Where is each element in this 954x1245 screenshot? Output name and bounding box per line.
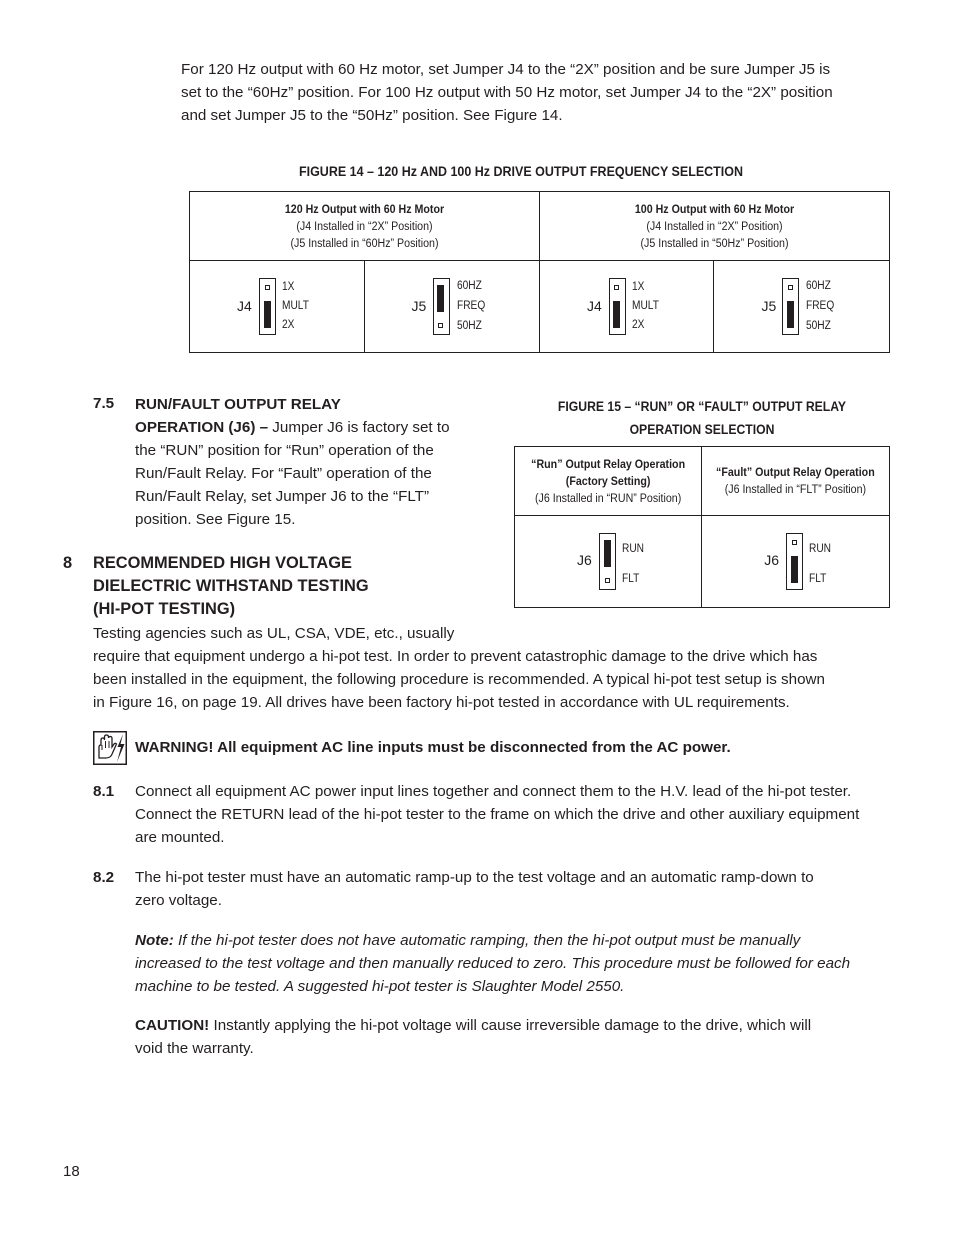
jumper-label: J5 <box>761 298 777 314</box>
section-text: are mounted. <box>135 829 225 846</box>
figure-15-title <box>514 396 890 442</box>
figure-15-header-fault <box>702 447 890 516</box>
paragraph-line: in Figure 16, on page 19. All drives have been factory hi-pot tested in accordance with UL requirements. <box>93 694 790 711</box>
pin-label: FLT <box>622 571 640 585</box>
section-heading: RECOMMENDED HIGH VOLTAGE <box>93 554 352 572</box>
pin-label: RUN <box>809 541 832 555</box>
pin-label: 1X <box>631 279 645 293</box>
section-text: The hi-pot tester must have an automatic ramp-up to the test voltage and an automatic ramp-down to <box>135 869 814 886</box>
figure-title-line: FIGURE 15 – “RUN” OR “FAULT” OUTPUT RELAY <box>557 399 847 415</box>
caution-text: Instantly applying the hi-pot voltage will cause irreversible damage to the drive, which will <box>209 1017 812 1034</box>
jumper-cell-j6-flt <box>702 516 890 608</box>
jumper-label: J4 <box>586 298 602 314</box>
section-7-5 <box>135 393 480 531</box>
figure-14-table <box>189 191 890 353</box>
jumper-j6-block <box>599 533 616 590</box>
header-title: “Run” Output Relay Operation <box>531 456 686 471</box>
section-heading: RUN/FAULT OUTPUT RELAY <box>135 396 341 413</box>
jumper-shunt <box>787 301 794 328</box>
header-sub: (J4 Installed in “2X” Position) <box>646 218 783 233</box>
note-text: machine to be tested. A suggested hi-pot tester is Slaughter Model 2550. <box>135 978 625 995</box>
pin-label: 50HZ <box>806 318 832 332</box>
jumper-shunt <box>264 301 271 328</box>
header-title: 120 Hz Output with 60 Hz Motor <box>284 201 445 216</box>
note-block <box>135 929 905 998</box>
pin-label: MULT <box>282 298 309 312</box>
pin-label: 2X <box>631 317 645 331</box>
pin <box>438 323 443 328</box>
figure-14-header-100hz <box>539 192 889 261</box>
section-heading: (HI-POT TESTING) <box>93 600 236 618</box>
jumper-shunt <box>437 285 444 312</box>
figure-15-header-run <box>515 447 702 516</box>
jumper-shunt <box>613 301 620 328</box>
jumper-j5-block <box>782 278 799 335</box>
jumper-label: J6 <box>577 552 592 568</box>
section-heading-cont: OPERATION (J6) – <box>135 419 269 436</box>
section-8-paragraph <box>93 622 903 714</box>
section-number: 8 <box>63 554 73 572</box>
pin-label: 50HZ <box>456 318 482 332</box>
jumper-j5-block <box>433 278 450 335</box>
header-sub: (J4 Installed in “2X” Position) <box>296 218 433 233</box>
header-title: (Factory Setting) <box>565 473 651 488</box>
jumper-label: J6 <box>764 552 780 568</box>
section-text: Run/Fault Relay. For “Fault” operation of the <box>135 465 432 482</box>
jumper-cell-j4 <box>539 261 714 353</box>
section-text: position. See Figure 15. <box>135 511 296 528</box>
note-label: Note: <box>135 932 174 949</box>
pin-label: FREQ <box>456 298 485 312</box>
intro-line: and set Jumper J5 to the “50Hz” position. See Figure 14. <box>181 107 563 124</box>
section-8-2 <box>135 866 905 912</box>
jumper-cell-j5 <box>714 261 890 353</box>
section-text: Jumper J6 is factory set to <box>268 419 450 436</box>
jumper-shunt <box>791 556 798 583</box>
hand-lightning-warning-icon <box>93 731 127 765</box>
pin-label: 1X <box>282 279 295 293</box>
jumper-cell-j5 <box>364 261 539 353</box>
section-text: Run/Fault Relay, set Jumper J6 to the “FLT” <box>135 488 430 505</box>
section-text: Connect all equipment AC power input lines together and connect them to the H.V. lead of the hi-pot tester. <box>135 783 852 800</box>
header-sub: (J5 Installed in “50Hz” Position) <box>640 235 789 250</box>
jumper-j4-block <box>259 278 276 335</box>
header-sub: (J5 Installed in “60Hz” Position) <box>290 235 439 250</box>
note-text: increased to the test voltage and then manually reduced to zero. This procedure must be followed for each <box>135 955 851 972</box>
figure-title-line: OPERATION SELECTION <box>629 422 775 438</box>
caution-block <box>135 1014 905 1060</box>
intro-line: For 120 Hz output with 60 Hz motor, set Jumper J4 to the “2X” position and be sure Jumper J5 is <box>181 61 831 78</box>
section-8-heading <box>93 552 493 621</box>
section-number: 8.2 <box>93 869 115 886</box>
figure-15-table <box>514 446 890 608</box>
section-text: Connect the RETURN lead of the hi-pot tester to the frame on which the drive and other auxiliary equipment <box>135 806 860 823</box>
paragraph-line: been installed in the equipment, the following procedure is recommended. A typical hi-pot test setup is shown <box>93 671 825 688</box>
pin <box>265 285 270 290</box>
jumper-cell-j6-run <box>515 516 702 608</box>
intro-paragraph <box>181 58 901 127</box>
pin-label: FLT <box>809 571 827 585</box>
header-sub: (J6 Installed in “RUN” Position) <box>534 490 682 505</box>
pin-label: 60HZ <box>806 278 832 292</box>
figure-14-header-120hz <box>190 192 540 261</box>
pin-label: FREQ <box>806 298 835 312</box>
section-heading: DIELECTRIC WITHSTAND TESTING <box>93 577 369 595</box>
jumper-label: J5 <box>411 298 427 314</box>
section-number: 7.5 <box>93 395 115 412</box>
section-number: 8.1 <box>93 783 115 800</box>
pin-label: RUN <box>622 541 645 555</box>
note-text: If the hi-pot tester does not have automatic ramping, then the hi-pot output must be manually <box>173 932 801 949</box>
jumper-j4-block <box>609 278 626 335</box>
pin <box>605 578 610 583</box>
pin-label: MULT <box>631 298 659 312</box>
intro-line: set to the “60Hz” position. For 100 Hz output with 50 Hz motor, set Jumper J4 to the “2X” position <box>181 84 833 101</box>
section-text: the “RUN” position for “Run” operation of the <box>135 442 434 459</box>
pin-label: 60HZ <box>456 278 482 292</box>
pin-label: 2X <box>282 317 295 331</box>
jumper-shunt <box>604 540 611 567</box>
jumper-label: J4 <box>237 298 252 314</box>
warning-text: WARNING! All equipment AC line inputs must be disconnected from the AC power. <box>135 739 731 756</box>
pin <box>792 540 797 545</box>
header-sub: (J6 Installed in “FLT” Position) <box>724 482 867 496</box>
section-text: zero voltage. <box>135 892 222 909</box>
figure-14-title: FIGURE 14 – 120 Hz AND 100 Hz DRIVE OUTPUT FREQUENCY SELECTION <box>299 164 744 180</box>
pin <box>788 285 793 290</box>
jumper-cell-j4 <box>190 261 365 353</box>
page-number: 18 <box>63 1163 80 1180</box>
paragraph-line: Testing agencies such as UL, CSA, VDE, etc., usually <box>93 625 455 642</box>
header-title: “Fault” Output Relay Operation <box>716 465 875 479</box>
caution-label: CAUTION! <box>135 1017 210 1034</box>
header-title: 100 Hz Output with 60 Hz Motor <box>634 201 795 216</box>
caution-text: void the warranty. <box>135 1040 254 1057</box>
jumper-j6-block <box>786 533 803 590</box>
pin <box>614 285 619 290</box>
paragraph-line: require that equipment undergo a hi-pot test. In order to prevent catastrophic damage to the drive which has <box>93 648 818 665</box>
section-8-1 <box>135 780 905 849</box>
